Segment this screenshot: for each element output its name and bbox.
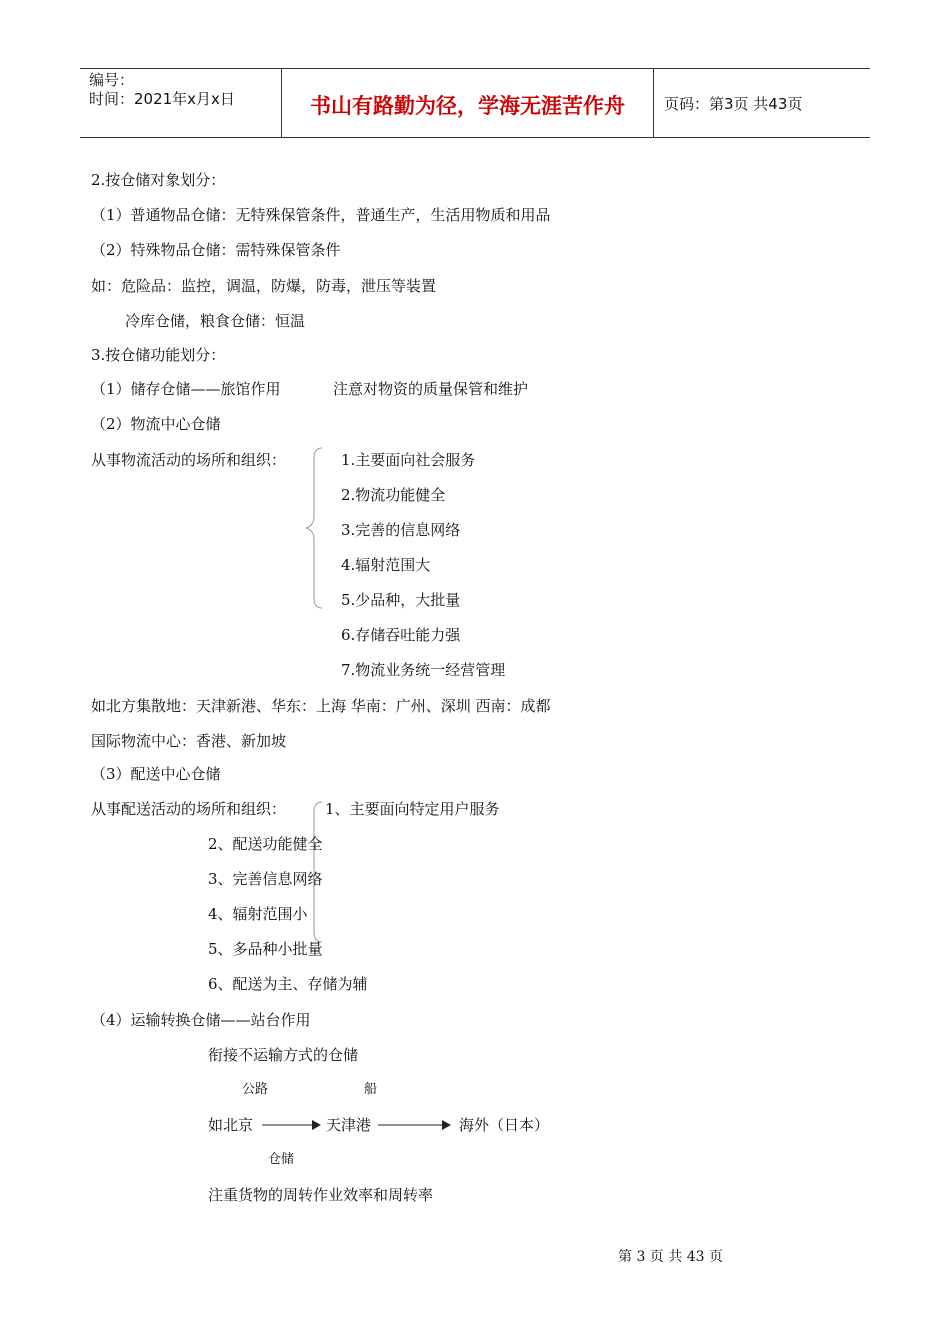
transfer-note: 注重货物的周转作业效率和周转率 [208,1186,434,1204]
section-3-item-2: （2）物流中心仓储 [91,415,221,433]
flow-label-ship: 船 [364,1082,378,1097]
international-center: 国际物流中心：香港、新加坡 [91,732,287,750]
logistics-item-4: 4.辐射范围大 [341,556,431,574]
page-footer: 第 3 页 共 43 页 [618,1249,723,1265]
flow-to: 海外（日本） [459,1116,550,1134]
section-3-item-1: （1）储存仓储——旅馆作用 [91,380,281,398]
header-left-cell [80,69,282,137]
page-header [80,68,870,138]
number-label: 编号： [89,71,135,89]
logistics-item-1: 1.主要面向社会服务 [341,451,476,469]
date-label: 时间：2021年x月x日 [89,90,235,108]
flow-arrow-2 [378,1117,452,1133]
transfer-description: 衔接不运输方式的仓储 [208,1046,359,1064]
section-3-item-3: （3）配送中心仓储 [91,765,221,783]
logistics-item-3: 3.完善的信息网络 [341,521,461,539]
flow-label-road: 公路 [242,1082,269,1097]
section-3-item-4: （4）运输转换仓储——站台作用 [91,1011,311,1029]
flow-from: 如北京 [208,1116,254,1134]
distribution-item-2: 2、配送功能健全 [208,835,323,853]
distribution-item-1: 1、主要面向特定用户服务 [325,800,500,818]
distribution-item-5: 5、多品种小批量 [208,940,323,958]
logistics-example: 如北方集散地：天津新港、华东：上海 华南：广州、深圳 西南：成都 [91,697,551,715]
section-3-item-1-note: 注意对物资的质量保管和维护 [333,380,529,398]
logistics-item-7: 7.物流业务统一经营管理 [341,661,506,679]
logistics-item-6: 6.存储吞吐能力强 [341,626,461,644]
section-2-item-2: （2）特殊物品仓储：需特殊保管条件 [91,241,341,259]
distribution-intro: 从事配送活动的场所和组织： [91,800,287,818]
logistics-brace [302,446,324,610]
logistics-intro: 从事物流活动的场所和组织： [91,451,287,469]
flow-arrow-1 [262,1117,322,1133]
motto: 书山有路勤为径，学海无涯苦作舟 [310,94,625,118]
section-2-example-1: 如：危险品：监控，调温，防爆，防毒，泄压等装置 [91,277,437,295]
distribution-item-6: 6、配送为主、存储为辅 [208,975,368,993]
flow-label-storage: 仓储 [268,1152,295,1167]
distribution-item-4: 4、辐射范围小 [208,905,308,923]
section-3-title: 3.按仓储功能划分： [91,346,226,364]
logistics-item-5: 5.少品种，大批量 [341,591,461,609]
section-2-example-2: 冷库仓储，粮食仓储：恒温 [125,312,306,330]
header-motto-cell [282,69,654,137]
flow-mid: 天津港 [326,1116,372,1134]
section-2-item-1: （1）普通物品仓储：无特殊保管条件，普通生产，生活用物质和用品 [91,206,551,224]
page-info: 页码：第3页 共43页 [664,95,803,113]
logistics-item-2: 2.物流功能健全 [341,486,446,504]
section-2-title: 2.按仓储对象划分： [91,171,226,189]
distribution-item-3: 3、完善信息网络 [208,870,323,888]
